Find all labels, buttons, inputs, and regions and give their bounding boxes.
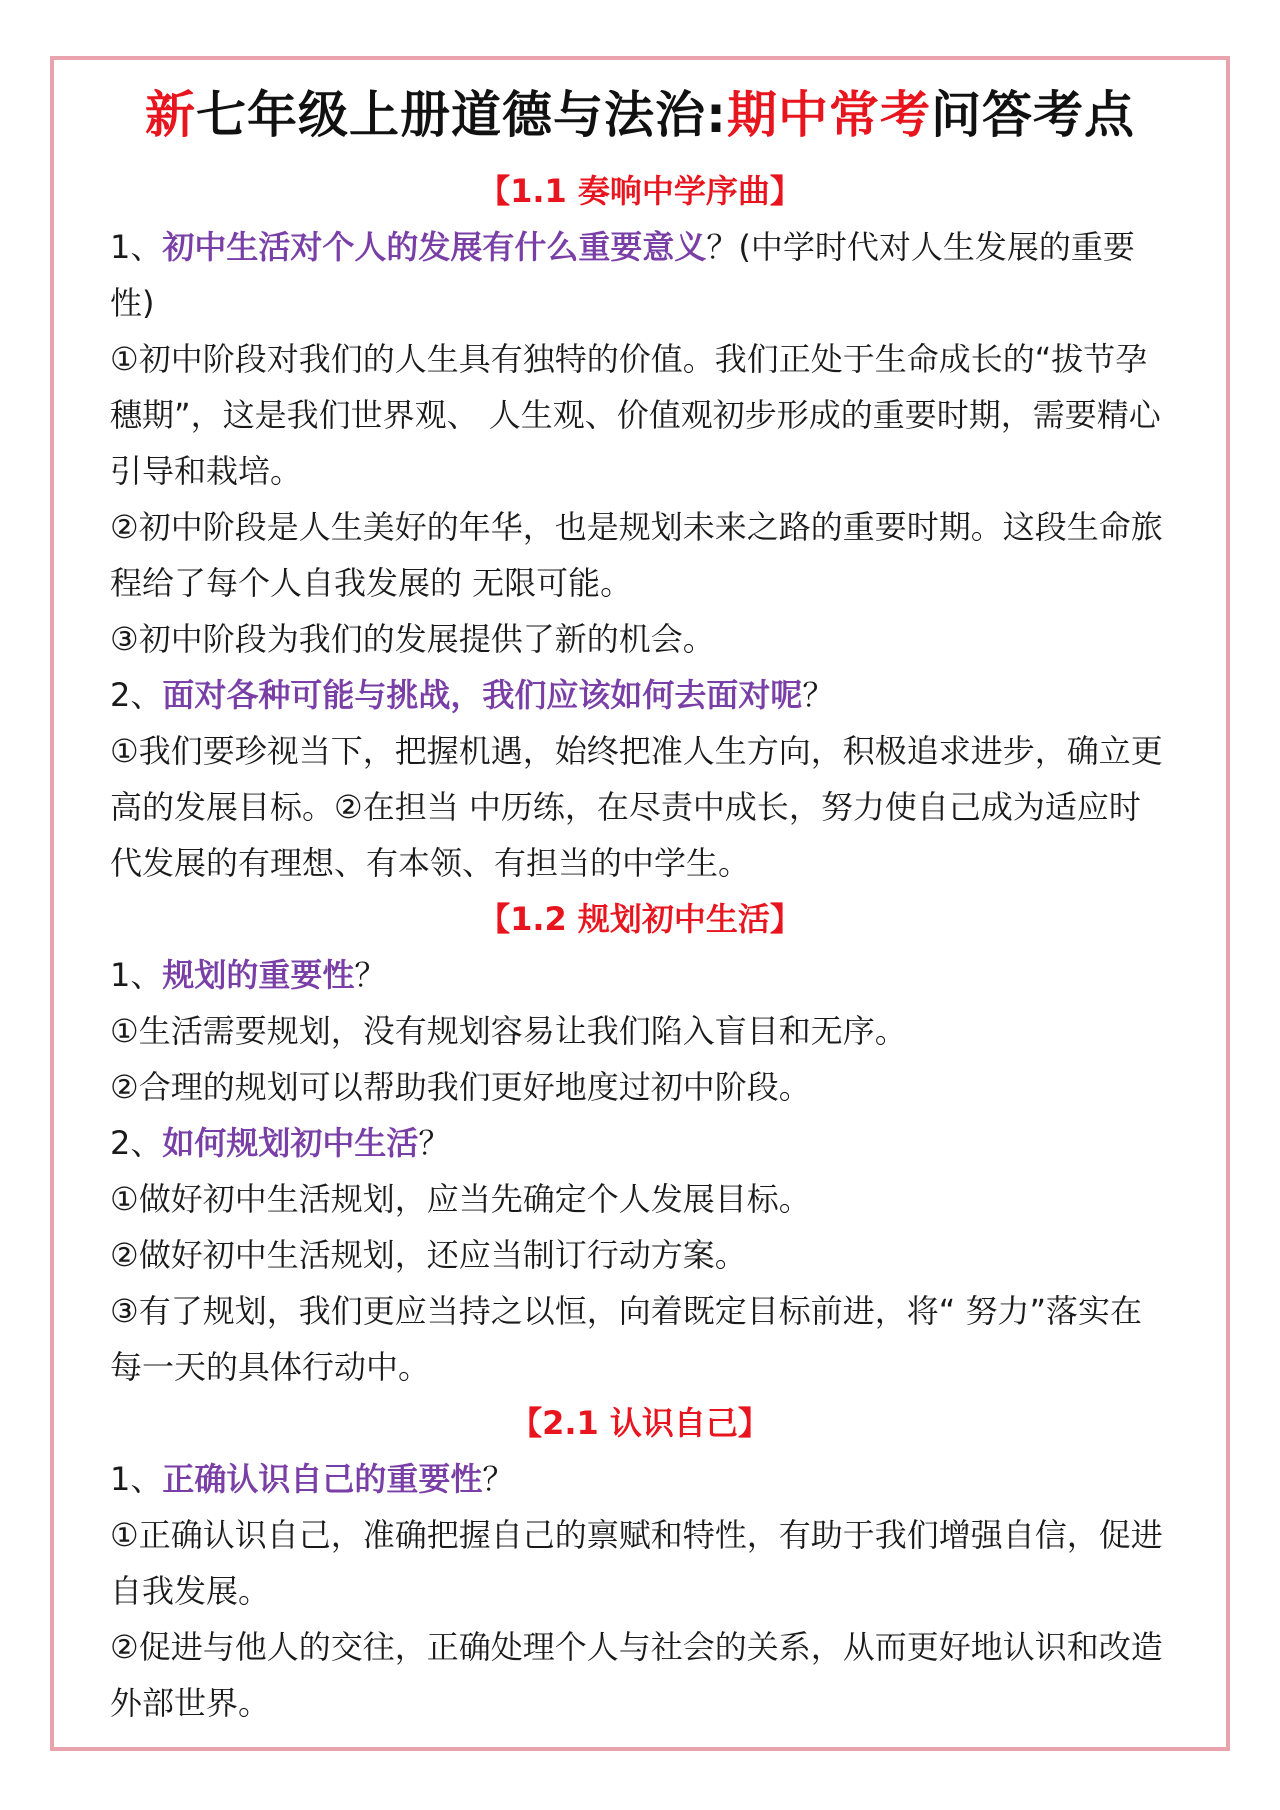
section-heading-1-2: 【1.2 规划初中生活】 <box>478 900 802 938</box>
title-midterm: 期中常考 <box>727 86 931 144</box>
section-heading-1-1: 【1.1 奏响中学序曲】 <box>478 172 802 210</box>
answer-paragraph: ①初中阶段对我们的人生具有独特的价值。我们正处于生命成长的“拔节孕穗期”，这是我们世界观、 人生观、价值观初步形成的重要时期，需要精心引导和栽培。 <box>110 340 1161 490</box>
answer-paragraph: ②促进与他人的交往，正确处理个人与社会的关系，从而更好地认识和改造外部世界。 <box>110 1628 1163 1722</box>
content <box>110 163 1170 1731</box>
question-1-2-2: 2、如何规划初中生活？ <box>110 1124 451 1162</box>
answer-paragraph: ②初中阶段是人生美好的年华，也是规划未来之路的重要时期。这段生命旅程给了每个人自我发展的 无限可能。 <box>110 508 1163 602</box>
answer-paragraph: ①我们要珍视当下，把握机遇，始终把准人生方向，积极追求进步，确立更高的发展目标。②在担当 中历练，在尽责中成长，努力使自己成为适应时代发展的有理想、有本领、有担当的中学生。 <box>110 732 1163 882</box>
page-title <box>0 80 1280 150</box>
answer-paragraph: ②合理的规划可以帮助我们更好地度过初中阶段。 <box>110 1068 811 1106</box>
answer-paragraph: ③初中阶段为我们的发展提供了新的机会。 <box>110 620 715 658</box>
answer-paragraph: ③有了规划，我们更应当持之以恒，向着既定目标前进，将“ 努力”落实在每一天的具体行动中。 <box>110 1292 1143 1386</box>
question-1-1-1: 1、初中生活对个人的发展有什么重要意义？(中学时代对人生发展的重要性) <box>110 228 1135 322</box>
answer-paragraph: ②做好初中生活规划，还应当制订行动方案。 <box>110 1236 747 1274</box>
title-points: 问答考点 <box>931 86 1135 144</box>
section-heading-2-1: 【2.1 认识自己】 <box>510 1404 770 1442</box>
question-1-2-1: 1、规划的重要性？ <box>110 956 387 994</box>
question-1-1-2: 2、面对各种可能与挑战，我们应该如何去面对呢？ <box>110 676 835 714</box>
title-subject: 七年级上册道德与法治: <box>196 86 727 144</box>
answer-paragraph: ①生活需要规划，没有规划容易让我们陷入盲目和无序。 <box>110 1012 907 1050</box>
answer-paragraph: ①正确认识自己，准确把握自己的禀赋和特性，有助于我们增强自信，促进自我发展。 <box>110 1516 1163 1610</box>
title-new: 新 <box>145 86 196 144</box>
answer-paragraph: ①做好初中生活规划，应当先确定个人发展目标。 <box>110 1180 811 1218</box>
question-2-1-1: 1、正确认识自己的重要性？ <box>110 1460 515 1498</box>
